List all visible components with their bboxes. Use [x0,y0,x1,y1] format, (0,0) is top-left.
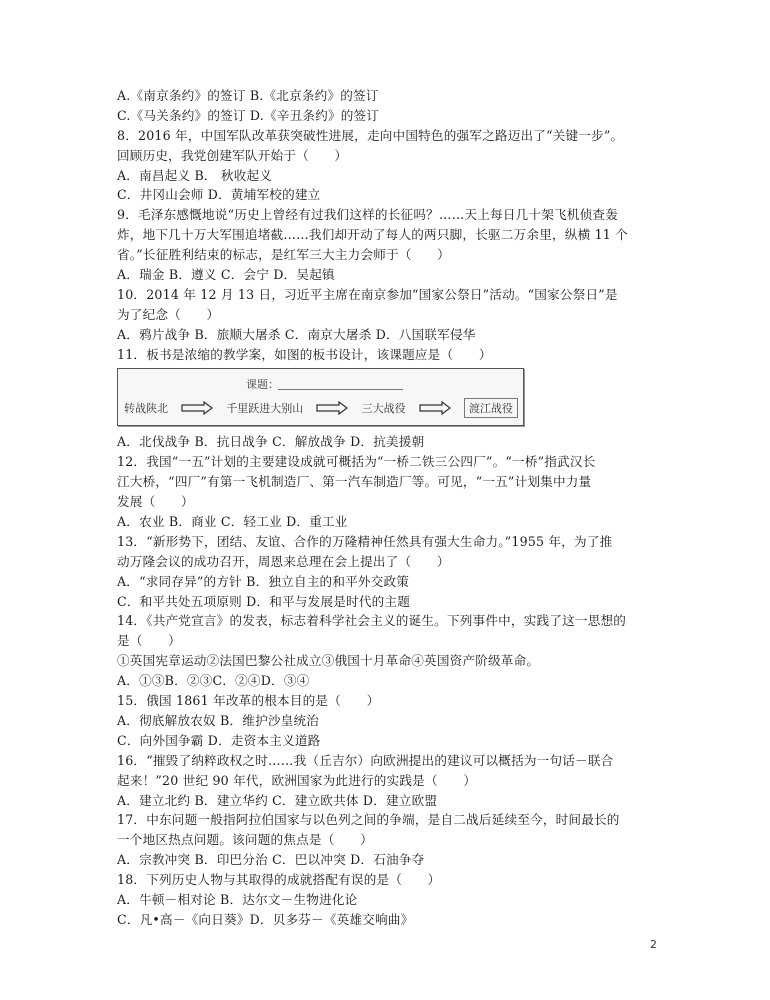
text-line: C．凡•高－《向日葵》D．贝多芬－《英雄交响曲》 [117,911,414,927]
text-line: 15．俄国 1861 年改革的根本目的是（ ） [117,693,380,709]
text-line: A．“求同存异”的方针 B．独立自主的和平外交政策 [117,573,410,589]
text-line: 9．毛泽东感慨地说“历史上曾经有过我们这样的长征吗？……天上每日几十架飞机侦查轰 [117,207,619,223]
text-line: A．建立北约 B．建立华约 C．建立欧共体 D．建立欧盟 [117,792,438,808]
text-line: 是（ ） [117,633,181,649]
text-line: 14．《共产党宣言》的发表，标志着科学社会主义的诞生。下列事件中，实践了这一思想的 [117,613,627,629]
text-line: ①英国宪章运动②法国巴黎公社成立③俄国十月革命④英国资产阶级革命。 [117,653,540,669]
figure-title-blank [278,389,403,390]
text-line: 江大桥，“四厂”有第一飞机制造厂、第一汽车制造厂等。可见，“一五”计划集中力量 [117,474,592,490]
text-line: 10．2014 年 12 月 13 日，习近平主席在南京参加“国家公祭日”活动。“国家公祭日”是 [117,286,618,302]
figure-step: 转战陕北 [124,402,168,416]
text-line: A．瑞金 B．遵义 C．会宁 D．吴起镇 [117,267,335,283]
text-line: 起来！”20 世纪 90 年代，欧洲国家为此进行的实践是（ ） [117,772,477,788]
blackboard-figure [117,368,524,426]
text-block-after-figure [117,432,657,929]
text-line: C.《马关条约》的签订 D.《辛丑条约》的签订 [117,107,380,123]
text-line: 发展（ ） [117,494,194,510]
text-line: C．和平共处五项原则 D．和平与发展是时代的主题 [117,593,411,609]
text-line: C．向外国争霸 D．走资本主义道路 [117,732,321,748]
figure-step: 千里跃进大别山 [226,402,304,416]
page-number: 2 [650,938,657,951]
text-line: A．北伐战争 B．抗日战争 C．解放战争 D．抗美援朝 [117,434,425,450]
text-line: A．南昌起义 B． 秋收起义 [117,167,273,183]
text-line: 11．板书是浓缩的教学案，如图的板书设计，该课题应是（ ） [117,346,492,362]
double-arrow-icon [418,401,452,415]
text-line: A．宗教冲突 B．印巴分治 C．巴以冲突 D．石油争夺 [117,852,425,868]
text-line: A．①③B．②③C．②④D．③④ [117,673,310,689]
text-line: A．彻底解放农奴 B．维护沙皇统治 [117,712,320,728]
text-line: 16．“摧毁了纳粹政权之时……我（丘吉尔）向欧洲提出的建议可以概括为一句话－联合 [117,752,614,768]
text-line: 17．中东问题一般指阿拉伯国家与以色列之间的争端，是自二战后延续至今，时间最长的 [117,812,620,828]
double-arrow-icon [180,401,214,415]
text-line: 回顾历史，我党创建军队开始于（ ） [117,147,348,163]
text-line: A．鸦片战争 B．旅顺大屠杀 C．南京大屠杀 D．八国联军侵华 [117,326,476,342]
double-arrow-icon [315,401,349,415]
text-line: 12．我国“一五”计划的主要建设成就可概括为“一桥二铁三公四厂”。“一桥”指武汉长 [117,454,596,470]
figure-steps [124,397,518,419]
text-line: 一个地区热点问题。该问题的焦点是（ ） [117,832,373,848]
text-line: 8．2016 年，中国军队改革获突破性进展，走向中国特色的强军之路迈出了“关键一步”。 [117,127,624,143]
text-line: 省。”长征胜利结束的标志，是红军三大主力会师于（ ） [117,247,450,263]
figure-title: 课题： [246,378,279,392]
text-line: 13．“新形势下，团结、友谊、合作的万隆精神任然具有强大生命力。”1955 年，为了推 [117,533,613,549]
text-line: 为了纪念（ ） [117,306,220,322]
text-line: A．牛顿－相对论 B．达尔文－生物进化论 [117,891,358,907]
text-block-before-figure [117,86,657,364]
text-line: A.《南京条约》的签订 B.《北京条约》的签订 [117,88,379,103]
text-line: 动万隆会议的成功召开，周恩来总理在会上提出了（ ） [117,553,450,569]
question-text [117,86,657,930]
text-line: 18．下列历史人物与其取得的成就搭配有误的是（ ） [117,872,441,888]
figure-step: 渡江战役 [464,398,518,418]
text-line: A．农业 B．商业 C．轻工业 D．重工业 [117,514,348,530]
figure-step: 三大战役 [361,402,406,416]
text-line: C．井冈山会师 D．黄埔军校的建立 [117,187,321,203]
text-line: 炸，地下几十万大军围追堵截……我们却开动了每人的两只脚，长驱二万余里，纵横 11 个 [117,227,628,243]
